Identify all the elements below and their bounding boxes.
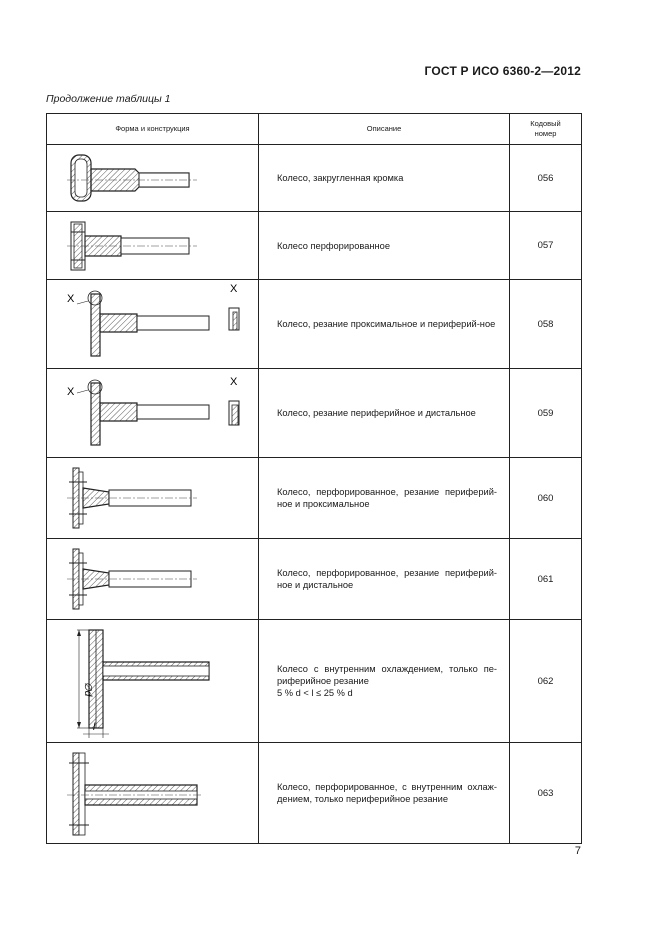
- table-row: [47, 280, 581, 369]
- row-description: Колесо, резание периферийное и дистальное: [277, 408, 476, 418]
- table-row: [47, 369, 581, 458]
- row-description-formula: 5 % d < l ≤ 25 % d: [277, 688, 353, 698]
- row-code: 061: [537, 573, 554, 585]
- header-shape: Форма и конструкция: [47, 114, 259, 144]
- detail-x-label: X: [230, 376, 238, 388]
- table-row: [47, 458, 581, 539]
- wheel-drawing-062: [47, 620, 259, 742]
- header-code-line2: номер: [534, 129, 557, 138]
- row-description: Колесо, перфорированное, резание периферий-ное и дистальное: [277, 568, 497, 590]
- wheel-drawing-061: [47, 539, 259, 619]
- wheel-table: [46, 113, 582, 844]
- table-row: [47, 539, 581, 620]
- dim-l-label: l: [93, 722, 96, 733]
- detail-x-label: X: [67, 293, 75, 305]
- detail-x-label: X: [67, 386, 75, 398]
- table-row: [47, 212, 581, 280]
- table-row: [47, 743, 581, 843]
- wheel-drawing-056: [47, 145, 259, 211]
- page-number: 7: [574, 845, 581, 857]
- wheel-drawing-060: [47, 458, 259, 538]
- row-code: 058: [537, 318, 554, 330]
- wheel-drawing-058: [47, 280, 259, 368]
- row-code: 057: [537, 240, 554, 251]
- table-row: [47, 145, 581, 212]
- row-code: 059: [537, 407, 554, 419]
- row-code: 062: [537, 675, 554, 687]
- table-header: [47, 114, 581, 145]
- wheel-drawing-059: [47, 369, 259, 457]
- detail-x-label: X: [230, 283, 238, 295]
- row-description: Колесо, перфорированное, резание периферий-ное и проксимальное: [277, 487, 497, 509]
- row-description: Колесо, резание проксимальное и периферий-ное: [277, 319, 496, 329]
- table-row: [47, 620, 581, 743]
- dim-d-label: ∅d: [82, 682, 93, 697]
- wheel-drawing-063: [47, 743, 259, 843]
- row-description: Колесо, перфорированное, с внутренним охлаж-дением, только периферийное резание: [277, 782, 497, 804]
- row-description: Колесо с внутренним охлаждением, только пе-риферийное резание: [277, 664, 497, 686]
- row-code: 063: [537, 787, 554, 799]
- standard-number: ГОСТ Р ИСО 6360-2—2012: [424, 64, 581, 78]
- row-code: 060: [537, 492, 554, 504]
- row-description: Колесо, закругленная кромка: [277, 173, 404, 183]
- wheel-drawing-057: [47, 212, 259, 279]
- table-continuation-caption: Продолжение таблицы 1: [46, 93, 171, 105]
- row-code: 056: [537, 172, 554, 184]
- header-description: Описание: [259, 114, 510, 144]
- row-description: Колесо перфорированное: [277, 240, 390, 251]
- header-code: [510, 114, 581, 144]
- header-code-line1: Кодовый: [530, 119, 561, 128]
